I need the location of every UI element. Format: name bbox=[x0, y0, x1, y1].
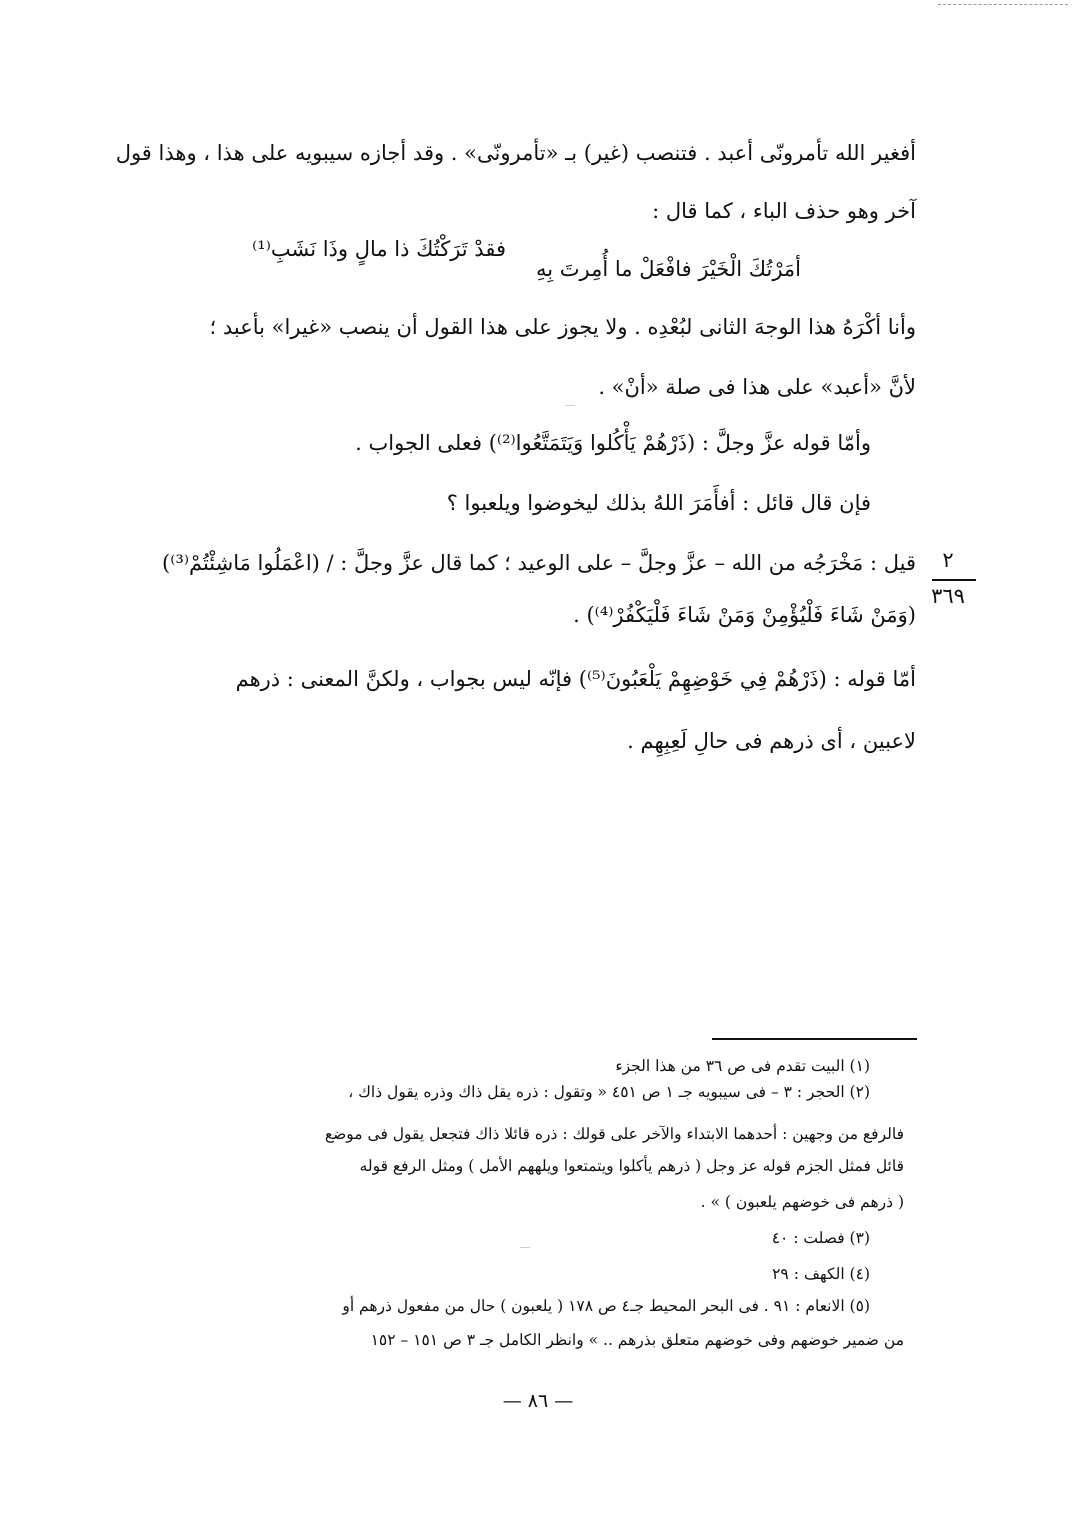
footnote-separator bbox=[712, 1038, 917, 1040]
footnote-2-line-4: ( ذرهم فى خوضهم يلعبون ) » . bbox=[700, 1193, 904, 1211]
body-line-8: (وَمَنْ شَاءَ فَلْيُؤْمِنْ وَمَنْ شَاءَ فَلْيَكْفُرْ⁽⁴⁾) . bbox=[573, 603, 916, 627]
footnote-4: (٤) الكهف : ٢٩ bbox=[772, 1265, 870, 1283]
verse-hemistich-left: فقدْ تَرَكْتُكَ ذا مالٍ وذَا نَشَبِ⁽¹⁾ bbox=[252, 237, 506, 261]
footnote-1: (١) البيت تقدم فى ص ٣٦ من هذا الجزء bbox=[615, 1057, 870, 1075]
footnote-2-line-3: قائل فمثل الجزم قوله عز وجل ( ذرهم يأكلوا ويتمتعوا ويلههم الأمل ) ومثل الرفع قوله bbox=[359, 1157, 904, 1175]
margin-folio-bottom: ٣٦٩ bbox=[931, 584, 965, 608]
body-line-10: لاعبين ، أى ذرهم فى حالِ لَعِبِهِم . bbox=[627, 729, 916, 753]
body-line-4: لأنَّ «أعبد» على هذا فى صلة «أنْ» . bbox=[598, 375, 916, 399]
body-line-5: وأمّا قوله عزَّ وجلَّ : (ذَرْهُمْ يَأْكُلوا وَيَتَمَتَّعُوا⁽²⁾) فعلى الجواب . bbox=[355, 431, 871, 455]
footnote-2-line-1: (٢) الحجر : ٣ – فى سيبويه جـ ١ ص ٤٥١ « وتقول : ذره يقل ذاك وذره يقول ذاك ، bbox=[348, 1083, 870, 1101]
body-line-2: آخر وهو حذف الباء ، كما قال : bbox=[652, 199, 916, 223]
footnote-3: (٣) فصلت : ٤٠ bbox=[771, 1229, 870, 1247]
scan-speck bbox=[520, 1247, 530, 1248]
body-line-1: أفغير الله تأمرونّى أعبد . فتنصب (غير) بـ «تأمرونّى» . وقد أجازه سيبويه على هذا ، وهذا قول bbox=[115, 141, 916, 165]
body-line-6: فإن قال قائل : أفأَمَرَ اللهُ بذلك ليخوضوا ويلعبوا ؟ bbox=[446, 491, 871, 515]
scan-edge-mark bbox=[938, 4, 1068, 5]
margin-folio-top: ٢ bbox=[942, 548, 954, 572]
verse-hemistich-right: أمَرْتُكَ الْخَيْرَ فافْعَلْ ما أُمِرتَ بِهِ bbox=[535, 257, 801, 281]
body-line-3: وأنا أكْرَهُ هذا الوجهَ الثانى لبُعْدِه . ولا يجوز على هذا القول أن ينصب «غيرا» بأعبد ؛ bbox=[209, 315, 916, 339]
footnote-5-line-2: من ضمير خوضهم وفى خوضهم متعلق بذرهم .. » وانظر الكامل جـ ٣ ص ١٥١ – ١٥٢ bbox=[370, 1331, 904, 1349]
footnote-2-line-2: فالرفع من وجهين : أحدهما الابتداء والآخر على قولك : ذره قائلا ذاك فتجعل يقول فى موضع bbox=[324, 1125, 904, 1143]
body-line-9: أمّا قوله : (ذَرْهُمْ فِي خَوْضِهِمْ يَلْعَبُونَ⁽⁵⁾) فإنّه ليس بجواب ، ولكنَّ المعنى : ذرهم bbox=[235, 667, 916, 691]
page-number: — ٨٦ — bbox=[502, 1390, 574, 1412]
margin-folio-divider bbox=[932, 579, 976, 581]
scan-speck bbox=[565, 405, 575, 406]
body-line-7: قيل : مَخْرَجُه من الله – عزَّ وجلَّ – على الوعيد ؛ كما قال عزَّ وجلَّ : / (اعْمَلُوا مَاشِئْتُمْ⁽³⁾) bbox=[162, 551, 916, 575]
footnote-5-line-1: (٥) الانعام : ٩١ . فى البحر المحيط جـ٤ ص ١٧٨ ( يلعبون ) حال من مفعول ذرهم أو bbox=[342, 1297, 870, 1315]
